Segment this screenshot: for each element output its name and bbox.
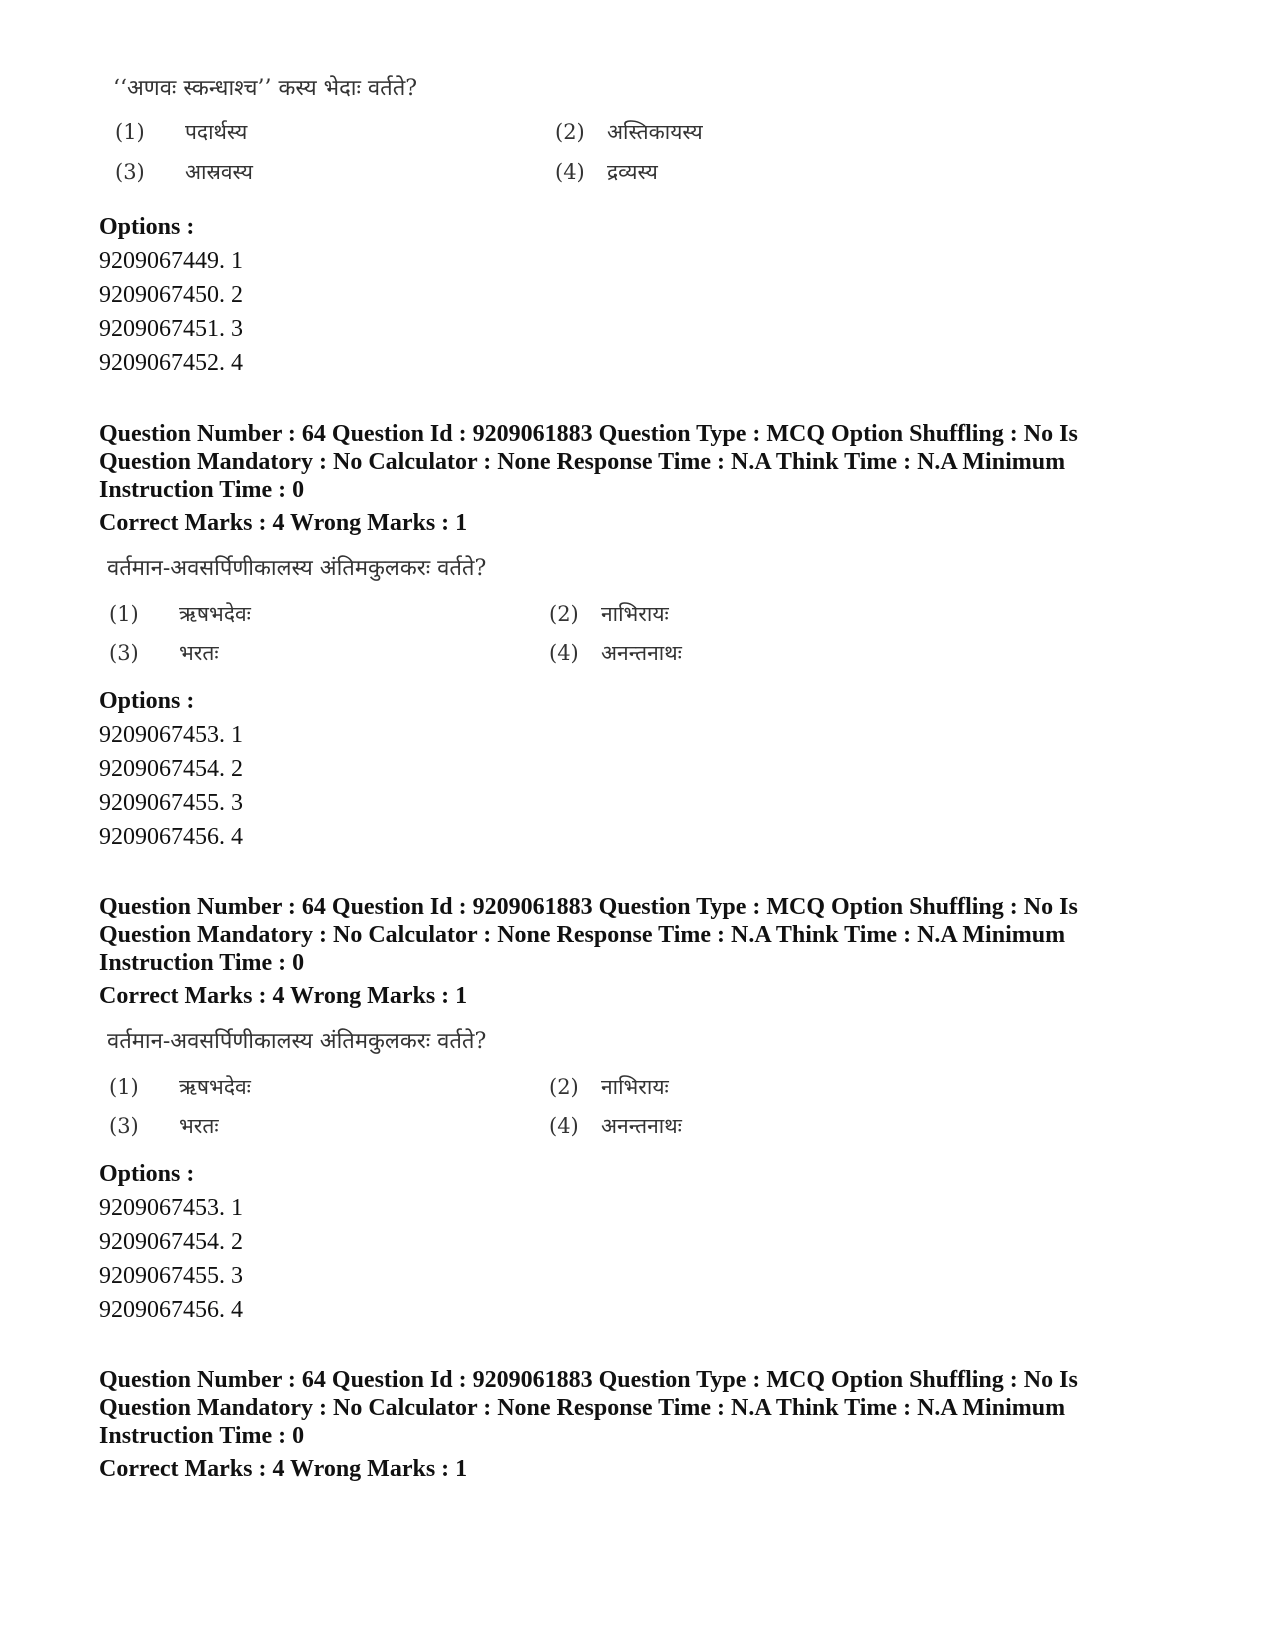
- choice-3: [109, 639, 219, 667]
- question-meta: Instruction Time : 0: [99, 477, 305, 503]
- option-item: 9209067451. 3: [99, 316, 243, 342]
- option-item: 9209067453. 1: [99, 1195, 243, 1221]
- options-list-1: [99, 210, 1179, 380]
- question-marks: Correct Marks : 4 Wrong Marks : 1: [99, 510, 468, 536]
- choice-number: (4): [549, 641, 579, 665]
- options-label: Options :: [99, 1161, 195, 1187]
- choice-text: अनन्तनाथः: [601, 641, 682, 665]
- question-header-4: [99, 1366, 1179, 1484]
- choice-text: पदार्थस्य: [185, 120, 248, 144]
- choice-1: [109, 600, 251, 628]
- choice-number: (2): [555, 120, 585, 144]
- choice-text: नाभिरायः: [601, 1075, 669, 1099]
- question-meta: Question Mandatory : No Calculator : None Response Time : N.A Think Time : N.A Minimum: [99, 1395, 1066, 1421]
- choice-3: [115, 158, 253, 186]
- choice-number: (1): [115, 120, 145, 144]
- choice-4: [549, 639, 682, 667]
- options-list-2: [99, 684, 1179, 854]
- question-image: [99, 68, 1179, 198]
- choice-1: [109, 1073, 251, 1101]
- choice-text: भरतः: [179, 1114, 219, 1138]
- choice-text: भरतः: [179, 641, 219, 665]
- option-item: 9209067454. 2: [99, 756, 243, 782]
- question-meta: Question Number : 64 Question Id : 9209061883 Question Type : MCQ Option Shuffling : No Is: [99, 421, 1078, 447]
- options-label: Options :: [99, 688, 195, 714]
- options-list-3: [99, 1157, 1179, 1327]
- choice-text: ऋषभदेवः: [179, 602, 251, 626]
- question-meta: Question Mandatory : No Calculator : None Response Time : N.A Think Time : N.A Minimum: [99, 922, 1066, 948]
- choice-4: [555, 158, 658, 186]
- option-item: 9209067452. 4: [99, 350, 243, 376]
- choice-text: आस्रवस्य: [185, 160, 253, 184]
- question-meta: Instruction Time : 0: [99, 950, 305, 976]
- question-header-2: [99, 420, 1179, 538]
- choice-number: (3): [109, 1114, 139, 1138]
- question-image: [99, 548, 1179, 668]
- question-image: [99, 1021, 1179, 1141]
- option-item: 9209067455. 3: [99, 790, 243, 816]
- question-block-2: [99, 548, 1179, 668]
- question-marks: Correct Marks : 4 Wrong Marks : 1: [99, 1456, 468, 1482]
- choice-2: [555, 118, 703, 146]
- options-label: Options :: [99, 214, 195, 240]
- choice-number: (4): [549, 1114, 579, 1138]
- choice-3: [109, 1112, 219, 1140]
- choice-number: (3): [115, 160, 145, 184]
- choice-text: ऋषभदेवः: [179, 1075, 251, 1099]
- choice-1: [115, 118, 247, 146]
- question-meta: Question Mandatory : No Calculator : None Response Time : N.A Think Time : N.A Minimum: [99, 449, 1066, 475]
- question-meta: Instruction Time : 0: [99, 1423, 305, 1449]
- option-item: 9209067454. 2: [99, 1229, 243, 1255]
- choice-number: (1): [109, 602, 139, 626]
- choice-number: (3): [109, 641, 139, 665]
- choice-text: नाभिरायः: [601, 602, 669, 626]
- question-header-3: [99, 893, 1179, 1011]
- option-item: 9209067453. 1: [99, 722, 243, 748]
- question-marks: Correct Marks : 4 Wrong Marks : 1: [99, 983, 468, 1009]
- choice-text: अनन्तनाथः: [601, 1114, 682, 1138]
- choice-number: (2): [549, 1075, 579, 1099]
- choice-number: (1): [109, 1075, 139, 1099]
- option-item: 9209067449. 1: [99, 248, 243, 274]
- choice-4: [549, 1112, 682, 1140]
- question-text: वर्तमान-अवसर्पिणीकालस्य अंतिमकुलकरः वर्तते?: [107, 1029, 487, 1054]
- option-item: 9209067455. 3: [99, 1263, 243, 1289]
- option-item: 9209067456. 4: [99, 824, 243, 850]
- question-meta: Question Number : 64 Question Id : 9209061883 Question Type : MCQ Option Shuffling : No Is: [99, 1367, 1078, 1393]
- question-text: वर्तमान-अवसर्पिणीकालस्य अंतिमकुलकरः वर्तते?: [107, 556, 487, 581]
- question-text: ‘‘अणवः स्कन्धाश्च’’ कस्य भेदाः वर्तते?: [113, 76, 418, 101]
- choice-2: [549, 600, 669, 628]
- option-item: 9209067450. 2: [99, 282, 243, 308]
- choice-number: (4): [555, 160, 585, 184]
- choice-number: (2): [549, 602, 579, 626]
- option-item: 9209067456. 4: [99, 1297, 243, 1323]
- choice-text: अस्तिकायस्य: [607, 120, 703, 144]
- question-meta: Question Number : 64 Question Id : 9209061883 Question Type : MCQ Option Shuffling : No Is: [99, 894, 1078, 920]
- choice-text: द्रव्यस्य: [607, 160, 658, 184]
- question-block-3: [99, 1021, 1179, 1141]
- question-block-1: [99, 68, 1179, 198]
- choice-2: [549, 1073, 669, 1101]
